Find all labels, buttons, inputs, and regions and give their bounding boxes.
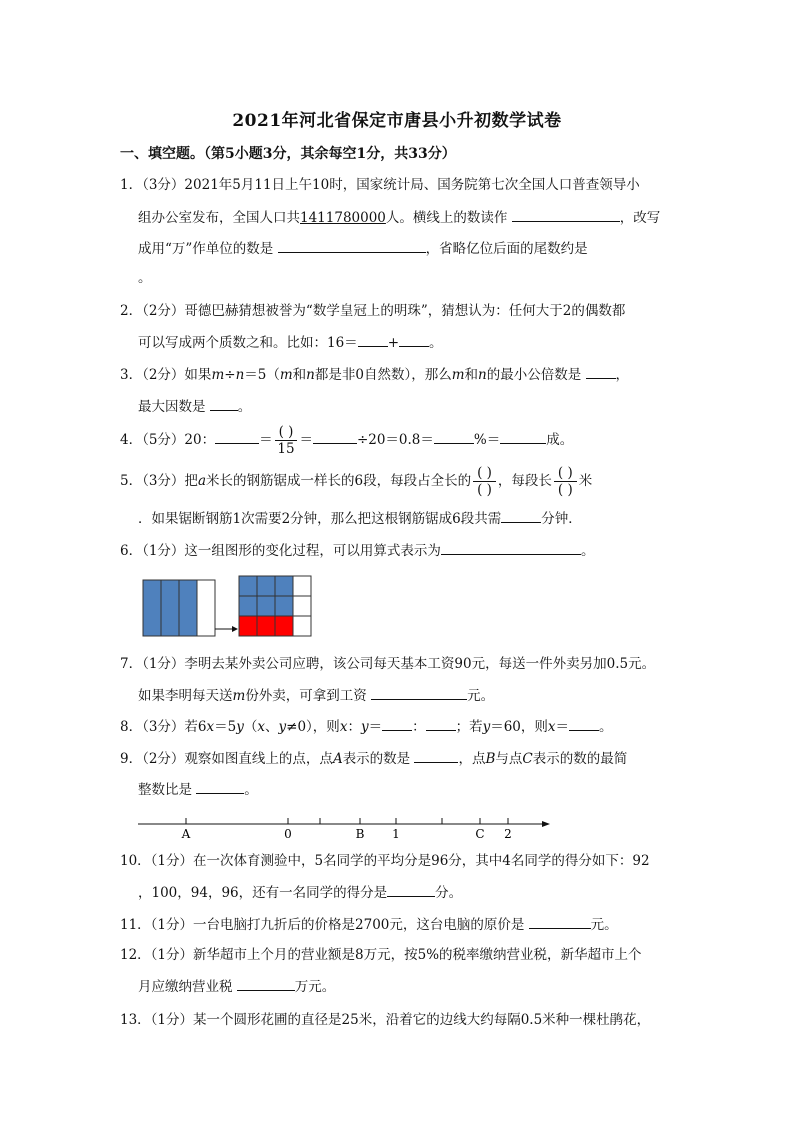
question-8: 8．（3分）若6x＝5y（x、y≠0），则x：y＝ ： ；若y＝60，则x＝ 。 <box>120 716 680 737</box>
answer-blank[interactable] <box>512 207 620 222</box>
question-2-line-2: 可以写成两个质数之和。比如：16＝ + 。 <box>138 332 698 353</box>
answer-blank[interactable] <box>441 540 581 555</box>
fraction-figure <box>142 575 317 640</box>
figure-right-rect <box>239 576 311 636</box>
question-1-line-4: 。 <box>138 270 152 286</box>
question-1-line-2: 组办公室发布，全国人口共1411780000人。横线上的数读作 ，改写 <box>138 207 698 228</box>
answer-blank[interactable] <box>500 429 546 444</box>
answer-blank[interactable] <box>313 429 357 444</box>
population-number: 1411780000 <box>300 210 386 226</box>
answer-blank[interactable] <box>529 914 591 929</box>
question-1-line-3: 成用“万”作单位的数是 ，省略亿位后面的尾数约是 <box>138 238 698 259</box>
question-10-line-2: ，100，94，96，还有一名同学的得分是 分。 <box>138 882 698 903</box>
number-line <box>136 806 556 842</box>
question-5-line-1: 5．（3分）把a米长的钢筋锯成一样长的6段，每段占全长的 $\frac{( )}{( )}$ ，每段长 $\frac{( )}{( )}$ 米 <box>120 465 593 498</box>
arrow-icon <box>542 821 550 827</box>
number-line-label: 2 <box>504 827 512 841</box>
answer-blank[interactable] <box>414 748 458 763</box>
answer-blank[interactable] <box>501 508 541 523</box>
question-9-line-2: 整数比是 。 <box>138 779 698 800</box>
figure-left-rect <box>143 580 215 636</box>
question-9-line-1: 9．（2分）观察如图直线上的点，点A表示的数是 ，点B与点C表示的数的最简 <box>120 748 680 769</box>
answer-blank[interactable] <box>215 429 259 444</box>
fraction: $\frac{( )}{( )}$ <box>473 465 496 498</box>
answer-blank[interactable] <box>434 429 474 444</box>
answer-blank[interactable] <box>382 716 412 731</box>
question-12-line-2: 月应缴纳营业税 万元。 <box>138 976 698 997</box>
answer-blank[interactable] <box>426 716 456 731</box>
answer-blank[interactable] <box>210 396 238 411</box>
answer-blank[interactable] <box>358 332 388 347</box>
question-7-line-1: 7．（1分）李明去某外卖公司应聘，该公司每天基本工资90元，每送一件外卖另加0.5元。 <box>120 656 656 672</box>
answer-blank[interactable] <box>371 685 467 700</box>
number-line-label: A <box>181 827 191 841</box>
question-5-line-2: ．如果锯断钢筋1次需要2分钟，那么把这根钢筋锯成6段共需 分钟． <box>138 508 698 529</box>
question-13-line-1: 13．（1分）某一个圆形花圃的直径是25米，沿着它的边线大约每隔0.5米种一棵杜鹃花， <box>120 1012 651 1028</box>
answer-blank[interactable] <box>399 332 429 347</box>
question-6: 6．（1分）这一组图形的变化过程，可以用算式表示为 。 <box>120 540 680 561</box>
section-heading: 一、填空题。（第5小题3分，其余每空1分，共33分） <box>120 146 456 162</box>
question-3-line-2: 最大因数是 。 <box>138 396 698 417</box>
number-line-label: B <box>355 827 365 841</box>
number-line-label: C <box>475 827 485 841</box>
question-11: 11．（1分）一台电脑打九折后的价格是2700元，这台电脑的原价是 元。 <box>120 914 680 935</box>
question-10-line-1: 10．（1分）在一次体育测验中，5名同学的平均分是96分，其中4名同学的得分如下：92 <box>120 853 650 869</box>
question-3-line-1: 3．（2分）如果m÷n＝5（m和n都是非0自然数），那么m和n的最小公倍数是 ， <box>120 364 680 385</box>
number-line-label: 0 <box>284 827 292 841</box>
fraction: $\frac{( )}{15}$ <box>275 424 298 457</box>
answer-blank[interactable] <box>387 882 435 897</box>
arrow-icon <box>215 626 238 632</box>
answer-blank[interactable] <box>237 976 295 991</box>
answer-blank[interactable] <box>569 716 599 731</box>
page-title: 2021年河北省保定市唐县小升初数学试卷 <box>232 111 562 131</box>
answer-blank[interactable] <box>586 364 616 379</box>
question-2-line-1: 2．（2分）哥德巴赫猜想被誉为“数学皇冠上的明珠”，猜想认为：任何大于2的偶数都 <box>120 303 626 319</box>
number-line-label: 1 <box>392 827 400 841</box>
fraction: $\frac{( )}{( )}$ <box>554 465 577 498</box>
question-4: 4．（5分）20： ＝ $\frac{( )}{15}$ ＝ ÷20＝0.8＝ %＝ 成。 <box>120 424 574 457</box>
question-12-line-1: 12．（1分）新华超市上个月的营业额是8万元，按5%的税率缴纳营业税，新华超市上个 <box>120 947 642 963</box>
question-1-line-1: 1．（3分）2021年5月11日上午10时，国家统计局、国务院第七次全国人口普查领导小 <box>120 177 640 193</box>
answer-blank[interactable] <box>278 238 426 253</box>
question-7-line-2: 如果李明每天送m份外卖，可拿到工资 元。 <box>138 685 698 706</box>
answer-blank[interactable] <box>196 779 244 794</box>
